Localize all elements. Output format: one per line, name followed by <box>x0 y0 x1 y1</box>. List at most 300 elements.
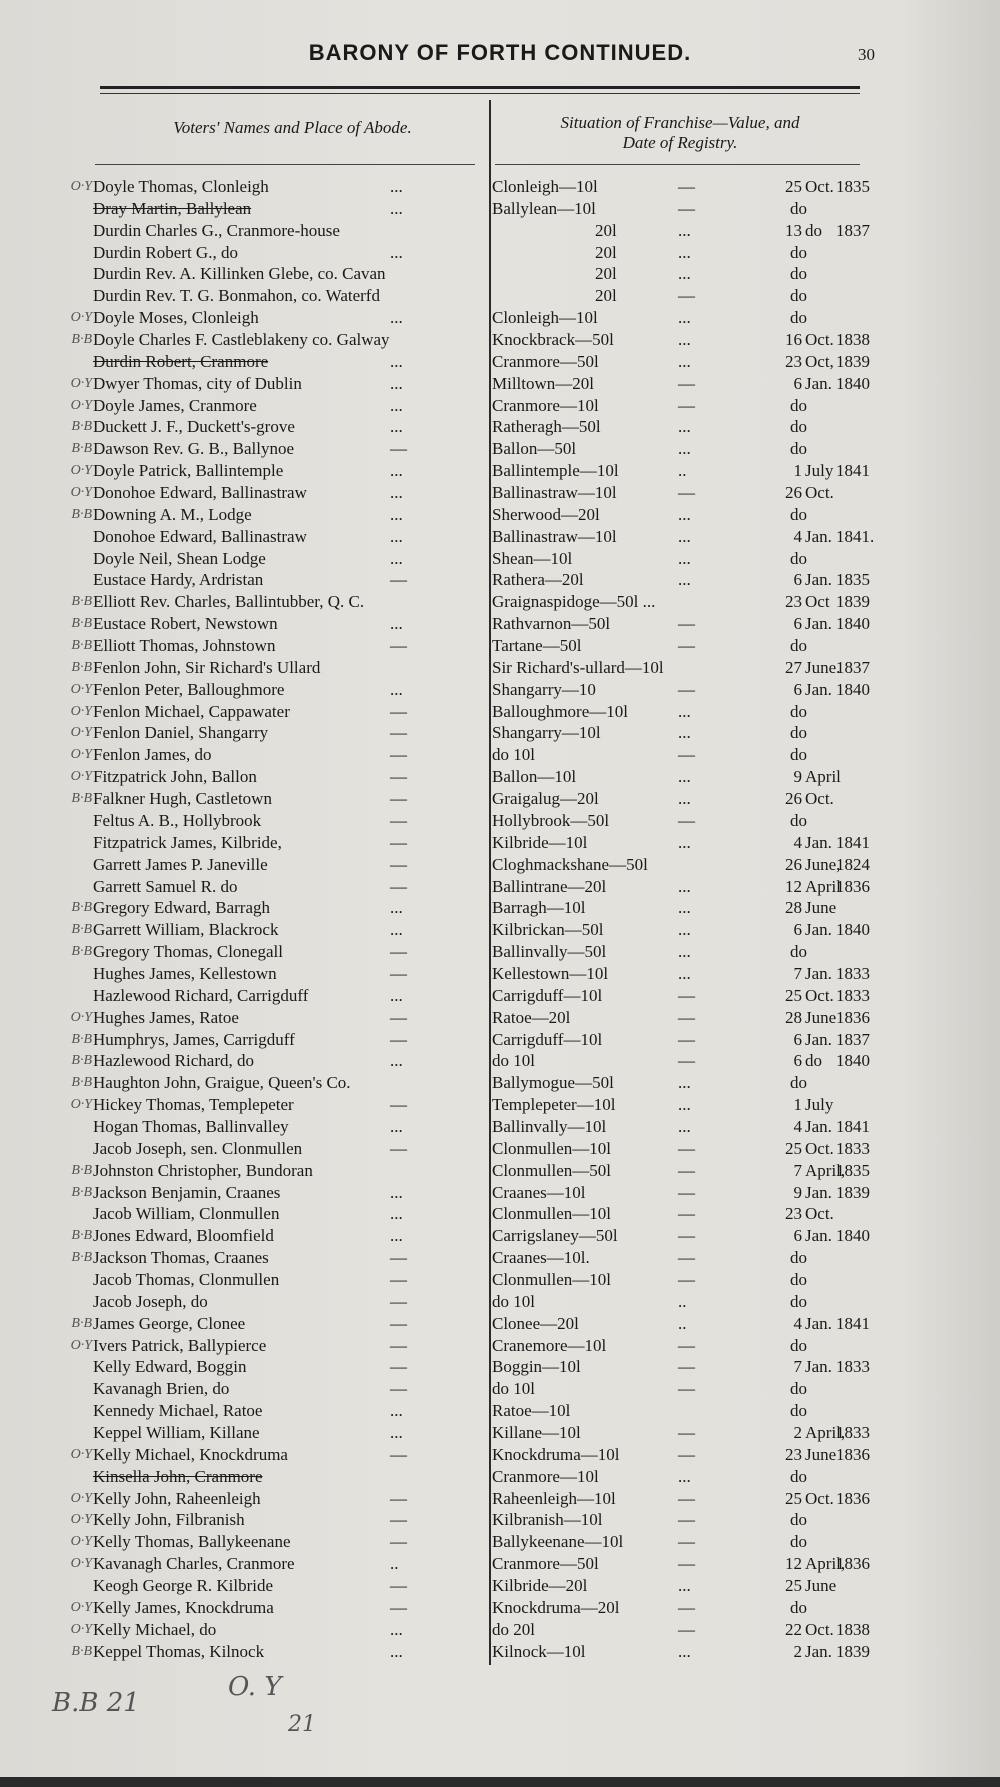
leader-dots: ... <box>678 1641 691 1661</box>
leader-dots: ... <box>390 504 403 524</box>
registry-day: 6 <box>793 1226 802 1246</box>
table-row <box>0 285 1000 307</box>
leader-dots: ... <box>390 1641 403 1661</box>
leader-dots: — <box>390 1444 407 1464</box>
registry-mark: O·Y <box>70 1446 92 1462</box>
voter-name: Eustace Hardy, Ardristan <box>93 570 264 590</box>
registry-mark: O·Y <box>70 1009 92 1025</box>
registry-month: do <box>805 1051 822 1071</box>
registry-day: 13 <box>785 220 802 240</box>
registry-month: Oct. <box>805 1488 834 1508</box>
voter-name: Durdin Robert G., do <box>93 242 238 262</box>
leader-dots: ... <box>678 1116 691 1136</box>
leader-dots: — <box>678 373 695 393</box>
voter-name: Duckett J. F., Duckett's-grove <box>93 417 295 437</box>
ditto-mark: do <box>790 701 807 721</box>
franchise-situation: Carrigduff—10l <box>492 985 603 1005</box>
leader-dots: ... <box>390 483 403 503</box>
franchise-situation: Ballymogue—50l <box>492 1073 614 1093</box>
leader-dots: .. <box>390 1554 399 1574</box>
leader-dots: .. <box>678 461 687 481</box>
registry-year: 1839 <box>836 1182 870 1202</box>
registry-month: Jan. <box>805 1357 832 1377</box>
registry-mark: O·Y <box>70 1599 92 1615</box>
table-row <box>0 416 1000 438</box>
voter-name: Fenlon Peter, Balloughmore <box>93 679 285 699</box>
registry-mark: B·B <box>71 1315 92 1331</box>
franchise-situation: Rathera—20l <box>492 570 584 590</box>
leader-dots: — <box>678 1269 695 1289</box>
registry-year: 1833 <box>836 1357 870 1377</box>
leader-dots: ... <box>390 1051 403 1071</box>
leader-dots: .. <box>678 1313 687 1333</box>
registry-day: 4 <box>793 1116 802 1136</box>
table-row <box>0 635 1000 657</box>
table-row <box>0 1335 1000 1357</box>
table-row <box>0 548 1000 570</box>
franchise-situation: Kilbride—20l <box>492 1576 588 1595</box>
registry-month: July <box>805 1095 834 1115</box>
registry-month: Jan. <box>805 526 832 546</box>
registry-month: April, <box>805 1554 846 1574</box>
registry-mark: O·Y <box>70 1534 92 1550</box>
franchise-situation: Clonmullen—10l <box>492 1204 611 1224</box>
voter-name: Jacob Joseph, do <box>93 1291 208 1311</box>
registry-mark: B·B <box>71 419 92 435</box>
registry-day: 12 <box>785 876 802 896</box>
franchise-situation: Craanes—10l. <box>492 1248 590 1268</box>
leader-dots: ... <box>678 570 691 590</box>
leader-dots: — <box>678 1248 695 1268</box>
registry-year: 1840 <box>836 920 870 940</box>
registry-year: 1839 <box>836 351 870 371</box>
leader-dots: ... <box>390 1401 403 1421</box>
franchise-situation: Ratoe—10l <box>492 1401 571 1421</box>
voter-name: Kelly James, Knockdruma <box>93 1597 274 1617</box>
franchise-situation: Ballykeenane—10l <box>492 1532 624 1552</box>
leader-dots: — <box>390 963 407 983</box>
table-row <box>0 854 1000 876</box>
franchise-situation: Cloghmackshane—50l <box>492 854 648 874</box>
ditto-mark: do <box>790 504 807 524</box>
table-row <box>0 1116 1000 1138</box>
leader-dots: — <box>678 1510 695 1530</box>
voter-name: Durdin Rev. T. G. Bonmahon, co. Waterfd <box>93 286 380 306</box>
leader-dots: — <box>678 1051 695 1071</box>
leader-dots: ... <box>678 767 691 787</box>
franchise-situation: Clonmullen—10l <box>492 1269 611 1289</box>
registry-day: 25 <box>785 1576 802 1595</box>
voter-name: Kelly Thomas, Ballykeenane <box>93 1532 291 1552</box>
registry-day: 9 <box>793 767 802 787</box>
table-row <box>0 1466 1000 1488</box>
leader-dots: ... <box>678 526 691 546</box>
registry-mark: B·B <box>71 332 92 348</box>
table-row <box>0 1138 1000 1160</box>
leader-dots: — <box>390 570 407 590</box>
voter-name: Hogan Thomas, Ballinvalley <box>93 1116 289 1136</box>
registry-day: 6 <box>793 373 802 393</box>
registry-year: 1841 <box>836 1116 870 1136</box>
leader-dots: — <box>390 1291 407 1311</box>
table-row <box>0 482 1000 504</box>
ditto-mark: do <box>790 198 807 218</box>
voter-name: Fenlon John, Sir Richard's Ullard <box>93 657 321 677</box>
ditto-mark: do <box>790 1510 807 1530</box>
ditto-mark: do <box>790 264 807 284</box>
registry-month: do <box>805 220 822 240</box>
leader-dots: ... <box>390 308 403 328</box>
table-row <box>0 438 1000 460</box>
franchise-situation: Tartane—50l <box>492 636 582 656</box>
table-row <box>0 307 1000 329</box>
franchise-situation: Clonmullen—10l <box>492 1138 611 1158</box>
registry-mark: O·Y <box>70 1512 92 1528</box>
registry-month: Jan. <box>805 570 832 590</box>
registry-mark: B·B <box>71 1162 92 1178</box>
ditto-mark: do <box>790 1401 807 1421</box>
franchise-situation: Ballinastraw—10l <box>492 483 617 503</box>
registry-day: 23 <box>785 351 802 371</box>
leader-dots: — <box>678 1160 695 1180</box>
voter-list <box>0 176 1000 1662</box>
leader-dots: — <box>390 1597 407 1617</box>
franchise-situation: Graigalug—20l <box>492 789 599 809</box>
voter-name: Ivers Patrick, Ballypierce <box>93 1335 267 1355</box>
franchise-situation: Ballintemple—10l <box>492 461 619 481</box>
voter-name: Jacob Joseph, sen. Clonmullen <box>93 1138 303 1158</box>
voter-name: Fitzpatrick John, Ballon <box>93 767 257 787</box>
franchise-situation: Ballinvally—10l <box>492 1116 607 1136</box>
ditto-mark: do <box>790 1291 807 1311</box>
registry-day: 23 <box>785 1444 802 1464</box>
leader-dots: — <box>390 439 407 459</box>
leader-dots: — <box>678 1357 695 1377</box>
leader-dots: — <box>390 1248 407 1268</box>
page-number: 30 <box>858 45 875 64</box>
registry-month: Jan. <box>805 679 832 699</box>
leader-dots: ... <box>678 504 691 524</box>
registry-mark: O·Y <box>70 681 92 697</box>
franchise-situation: Cranmore—50l <box>492 1554 599 1574</box>
registry-day: 6 <box>793 614 802 634</box>
table-row <box>0 1203 1000 1225</box>
franchise-situation: Killane—10l <box>492 1422 581 1442</box>
column-header-franchise-line1: Situation of Franchise—Value, and <box>560 113 800 132</box>
registry-month: Oct. <box>805 1204 834 1224</box>
registry-mark: O·Y <box>70 375 92 391</box>
voter-name: Hughes James, Ratoe <box>93 1007 239 1027</box>
column-header-franchise-line2: Date of Registry. <box>622 133 738 152</box>
leader-dots: — <box>678 1007 695 1027</box>
leader-dots: — <box>678 1379 695 1399</box>
registry-year: 1838 <box>836 1619 870 1639</box>
table-row <box>0 1531 1000 1553</box>
voter-name: Jackson Benjamin, Craanes <box>93 1182 281 1202</box>
leader-dots: — <box>678 177 695 196</box>
registry-mark: B·B <box>71 638 92 654</box>
leader-dots: ... <box>678 1073 691 1093</box>
franchise-situation: Ballinvally—50l <box>492 942 607 962</box>
table-row <box>0 351 1000 373</box>
leader-dots: ... <box>678 920 691 940</box>
table-row <box>0 460 1000 482</box>
registry-mark: O·Y <box>70 1097 92 1113</box>
table-row <box>0 897 1000 919</box>
leader-dots: — <box>390 1269 407 1289</box>
leader-dots: ... <box>678 876 691 896</box>
table-row <box>0 1378 1000 1400</box>
leader-dots: — <box>390 1379 407 1399</box>
registry-year: 1841 <box>836 1313 870 1333</box>
table-row <box>0 941 1000 963</box>
registry-day: 28 <box>785 898 802 918</box>
leader-dots: ... <box>390 198 403 218</box>
registry-year: 1840 <box>836 1226 870 1246</box>
registry-mark: B·B <box>71 1184 92 1200</box>
voter-name: Keppel Thomas, Kilnock <box>93 1641 265 1661</box>
registry-year: 1839 <box>836 592 870 612</box>
voter-name: Garrett James P. Janeville <box>93 854 268 874</box>
handwritten-note-oy: O. Y <box>228 1672 282 1702</box>
ditto-mark: do <box>790 439 807 459</box>
voter-name: Dwyer Thomas, city of Dublin <box>93 373 302 393</box>
registry-day: 12 <box>785 1554 802 1574</box>
registry-year: 1840 <box>836 614 870 634</box>
registry-year: 1837 <box>836 1029 870 1049</box>
leader-dots: — <box>678 1335 695 1355</box>
registry-month: April <box>805 876 841 896</box>
registry-mark: O·Y <box>70 310 92 326</box>
registry-month: Jan. <box>805 920 832 940</box>
voter-name: Garrett Samuel R. do <box>93 876 238 896</box>
registry-mark: B·B <box>71 922 92 938</box>
leader-dots: — <box>678 395 695 415</box>
table-row <box>0 701 1000 723</box>
table-row <box>0 1094 1000 1116</box>
leader-dots: — <box>390 1357 407 1377</box>
table-row <box>0 1488 1000 1510</box>
leader-dots: — <box>678 1138 695 1158</box>
table-row <box>0 373 1000 395</box>
ditto-mark: do <box>790 286 807 306</box>
franchise-situation: Ballylean—10l <box>492 198 596 218</box>
voter-name: Hughes James, Kellestown <box>93 963 277 983</box>
page-title: BARONY OF FORTH CONTINUED. <box>308 40 692 65</box>
registry-mark: B·B <box>71 1031 92 1047</box>
franchise-situation: Sir Richard's-ullard—10l <box>492 657 664 677</box>
leader-dots: — <box>390 1007 407 1027</box>
voter-name: Jackson Thomas, Craanes <box>93 1248 269 1268</box>
registry-month: Jan. <box>805 832 832 852</box>
franchise-situation: Knockdruma—20l <box>492 1597 620 1617</box>
leader-dots: ... <box>390 1226 403 1246</box>
ditto-mark: do <box>790 395 807 415</box>
ditto-mark: do <box>790 810 807 830</box>
registry-mark: B·B <box>71 1228 92 1244</box>
voter-name: Kavanagh Charles, Cranmore <box>93 1554 295 1574</box>
leader-dots: ... <box>390 177 403 196</box>
franchise-situation: Barragh—10l <box>492 898 586 918</box>
registry-year: 1840 <box>836 1051 870 1071</box>
table-row <box>0 1291 1000 1313</box>
leader-dots: ... <box>678 898 691 918</box>
leader-dots: — <box>678 1444 695 1464</box>
franchise-situation: Kilbrickan—50l <box>492 920 604 940</box>
leader-dots: ... <box>390 351 403 371</box>
voter-name: Dray Martin, Ballylean <box>93 198 252 218</box>
leader-dots: ... <box>390 417 403 437</box>
voter-name: Gregory Edward, Barragh <box>93 898 271 918</box>
registry-day: 28 <box>785 1007 802 1027</box>
registry-day: 1 <box>793 461 802 481</box>
ditto-mark: do <box>790 1466 807 1486</box>
franchise-situation: Cranemore—10l <box>492 1335 607 1355</box>
franchise-situation: do 10l <box>492 1051 535 1071</box>
leader-dots: — <box>678 1422 695 1442</box>
franchise-situation: Cranmore—10l <box>492 395 599 415</box>
leader-dots: — <box>390 1313 407 1333</box>
voter-name: Eustace Robert, Newstown <box>93 614 278 634</box>
voter-name: Durdin Robert, Cranmore <box>93 351 269 371</box>
registry-month: June <box>805 1444 837 1464</box>
ditto-mark: do <box>790 1269 807 1289</box>
registry-month: Oct. <box>805 483 834 503</box>
leader-dots: — <box>390 1488 407 1508</box>
registry-year: 1837 <box>836 657 870 677</box>
registry-month: Jan. <box>805 1226 832 1246</box>
registry-month: April, <box>805 1160 846 1180</box>
registry-year: 1837 <box>836 220 870 240</box>
ditto-mark: do <box>790 745 807 765</box>
registry-day: 6 <box>793 1029 802 1049</box>
leader-dots: — <box>678 198 695 218</box>
voter-name: Falkner Hugh, Castletown <box>93 789 272 809</box>
registry-month: Jan. <box>805 373 832 393</box>
registry-day: 25 <box>785 1138 802 1158</box>
franchise-situation: Raheenleigh—10l <box>492 1488 616 1508</box>
table-row <box>0 1225 1000 1247</box>
table-row <box>0 613 1000 635</box>
registry-mark: B·B <box>71 1643 92 1659</box>
table-row <box>0 963 1000 985</box>
voter-name: Donohoe Edward, Ballinastraw <box>93 526 307 546</box>
franchise-situation: Kilbranish—10l <box>492 1510 603 1530</box>
franchise-situation: Graignaspidoge—50l ... <box>492 592 656 612</box>
table-row <box>0 1422 1000 1444</box>
leader-dots: ... <box>678 701 691 721</box>
leader-dots: — <box>678 1619 695 1639</box>
leader-dots: ... <box>678 942 691 962</box>
leader-dots: — <box>678 1029 695 1049</box>
franchise-situation: Balloughmore—10l <box>492 701 628 721</box>
registry-month: Oct. <box>805 177 834 196</box>
voter-name: Kelly John, Filbranish <box>93 1510 245 1530</box>
voter-name: Feltus A. B., Hollybrook <box>93 810 262 830</box>
registry-year: 1833 <box>836 1422 870 1442</box>
leader-dots: — <box>390 942 407 962</box>
leader-dots: — <box>678 1532 695 1552</box>
table-row <box>0 1619 1000 1641</box>
voter-name: Fenlon James, do <box>93 745 212 765</box>
voter-name: Doyle Neil, Shean Lodge <box>93 548 266 568</box>
registry-month: April <box>805 767 841 787</box>
table-row <box>0 722 1000 744</box>
ditto-mark: do <box>790 308 807 328</box>
leader-dots: ... <box>390 614 403 634</box>
table-row <box>0 832 1000 854</box>
franchise-situation: Milltown—20l <box>492 373 595 393</box>
ditto-mark: do <box>790 942 807 962</box>
table-row <box>0 1029 1000 1051</box>
franchise-situation: Kilbride—10l <box>492 832 588 852</box>
registry-year: 1841 <box>836 832 870 852</box>
table-row <box>0 220 1000 242</box>
leader-dots: — <box>390 1095 407 1115</box>
leader-dots: ... <box>390 461 403 481</box>
table-row <box>0 1050 1000 1072</box>
leader-dots: ... <box>390 1619 403 1639</box>
registry-month: June, <box>805 854 841 874</box>
voter-name: Johnston Christopher, Bundoran <box>93 1160 313 1180</box>
registry-year: 1839 <box>836 1641 870 1661</box>
registry-day: 6 <box>793 1051 802 1071</box>
registry-year: 1836 <box>836 1444 870 1464</box>
voter-name: Doyle Thomas, Clonleigh <box>93 177 269 196</box>
voter-name: Gregory Thomas, Clonegall <box>93 942 283 962</box>
registry-year: 1833 <box>836 963 870 983</box>
registry-mark: B·B <box>71 1075 92 1091</box>
registry-mark: B·B <box>71 594 92 610</box>
table-row <box>0 766 1000 788</box>
registry-year: 1841. <box>836 526 875 546</box>
registry-month: Jan. <box>805 1313 832 1333</box>
voter-name: Garrett William, Blackrock <box>93 920 279 940</box>
registry-year: 1838 <box>836 330 870 350</box>
voter-name: Doyle Patrick, Ballintemple <box>93 461 284 481</box>
franchise-situation: Ballon—50l <box>492 439 577 459</box>
table-row <box>0 657 1000 679</box>
registry-mark: B·B <box>71 616 92 632</box>
franchise-situation: Ballon—10l <box>492 767 577 787</box>
registry-day: 22 <box>785 1619 802 1639</box>
table-row <box>0 1356 1000 1378</box>
franchise-situation: Cranmore—10l <box>492 1466 599 1486</box>
registry-day: 23 <box>785 1204 802 1224</box>
registry-month: June <box>805 898 837 918</box>
leader-dots: — <box>390 1510 407 1530</box>
franchise-situation: Cranmore—50l <box>492 351 599 371</box>
table-row <box>0 1400 1000 1422</box>
column-header-voters: Voters' Names and Place of Abode. <box>173 118 412 137</box>
table-row <box>0 810 1000 832</box>
voter-name: Durdin Charles G., Cranmore-house <box>93 220 340 240</box>
column-header-franchise <box>500 113 860 153</box>
registry-month: Oct, <box>805 351 834 371</box>
leader-dots: — <box>678 745 695 765</box>
registry-year: 1836 <box>836 1554 870 1574</box>
leader-dots: — <box>390 636 407 656</box>
leader-dots: — <box>678 679 695 699</box>
leader-dots: ... <box>390 395 403 415</box>
voter-name: Doyle Charles F. Castleblakeny co. Galway <box>93 330 390 350</box>
registry-year: 1833 <box>836 1138 870 1158</box>
leader-dots: ... <box>390 373 403 393</box>
registry-year: 1824 <box>836 854 870 874</box>
voter-name: Kavanagh Brien, do <box>93 1379 230 1399</box>
registry-day: 9 <box>793 1182 802 1202</box>
voter-name: Elliott Rev. Charles, Ballintubber, Q. C. <box>93 592 365 612</box>
